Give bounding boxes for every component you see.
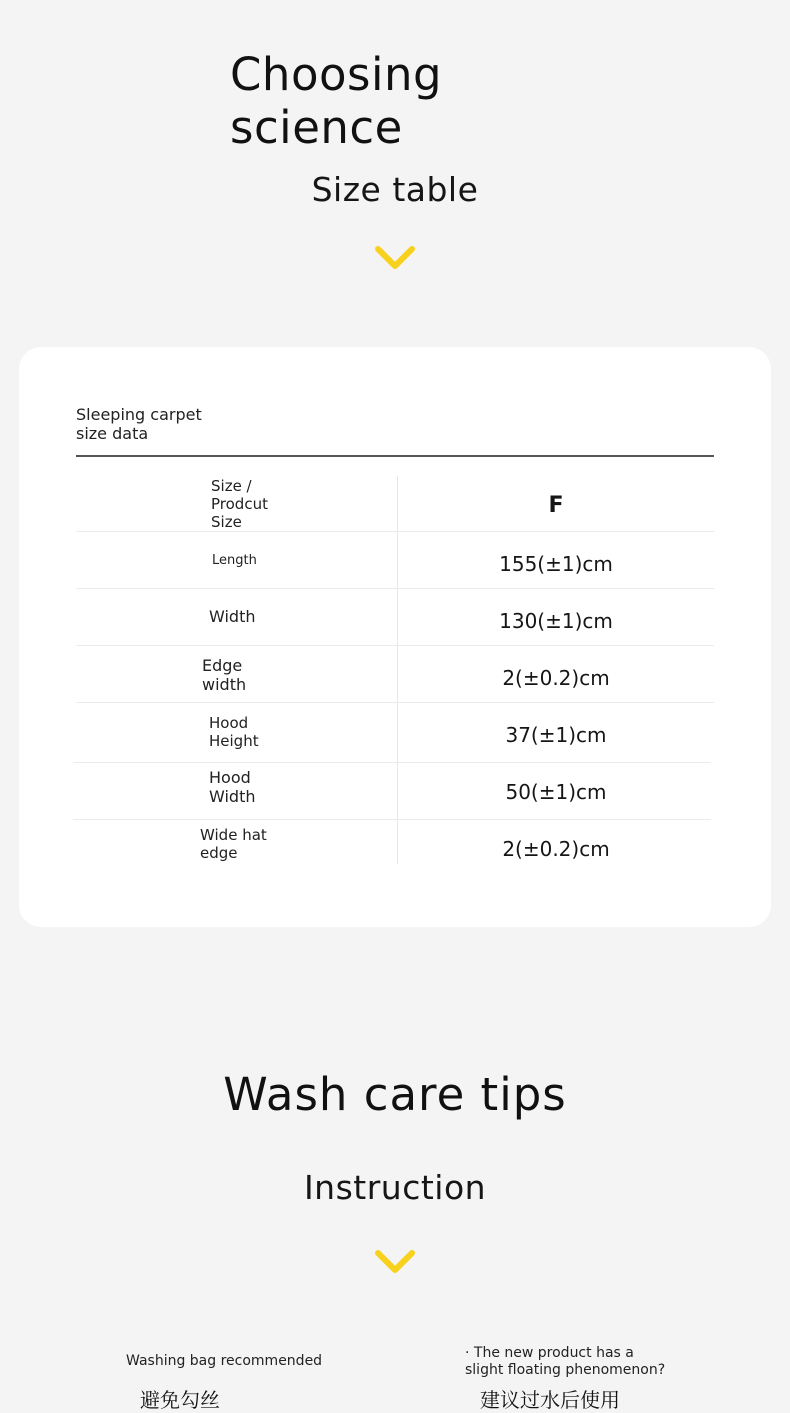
card-caption-line1: Sleeping carpet bbox=[76, 405, 202, 424]
table-row-value-hood-width: 50(±1)cm bbox=[505, 780, 607, 804]
row-hood-height-label-line1: Hood bbox=[209, 714, 249, 732]
table-header-label-line1: Size / bbox=[211, 477, 252, 495]
wash-care-title: Wash care tips bbox=[223, 1068, 567, 1121]
row-hood-height-label-line2: Height bbox=[209, 732, 259, 750]
table-row-divider bbox=[76, 588, 714, 589]
table-header-label-line3: Size bbox=[211, 513, 242, 531]
tip-washing-bag-cn: 避免勾丝 bbox=[140, 1388, 220, 1412]
page-title-line2: science bbox=[230, 101, 403, 154]
table-row-divider bbox=[73, 762, 711, 763]
row-wide-hat-edge-label-line1: Wide hat bbox=[200, 826, 267, 844]
row-edge-width-label-line1: Edge bbox=[202, 656, 243, 675]
card-divider bbox=[76, 455, 714, 457]
table-row-value-hood-height: 37(±1)cm bbox=[505, 723, 607, 747]
row-length-label: Length bbox=[212, 553, 257, 568]
table-row-divider bbox=[76, 645, 714, 646]
table-row-label-wide-hat-edge bbox=[200, 826, 267, 862]
section-subtitle-instruction: Instruction bbox=[303, 1168, 487, 1207]
table-row-value-edge-width: 2(±0.2)cm bbox=[502, 666, 610, 690]
table-row-value-wide-hat-edge: 2(±0.2)cm bbox=[502, 837, 610, 861]
table-row-value-width: 130(±1)cm bbox=[499, 609, 613, 633]
table-row-divider bbox=[76, 702, 714, 703]
table-row-value-length: 155(±1)cm bbox=[499, 552, 613, 576]
table-row-label-width bbox=[209, 608, 255, 626]
page-title bbox=[230, 48, 442, 154]
table-header-label bbox=[211, 477, 268, 531]
row-hood-width-label-line2: Width bbox=[209, 787, 256, 806]
chevron-down-icon bbox=[374, 1247, 416, 1277]
row-width-label: Width bbox=[209, 607, 256, 626]
tip-new-product-line2: slight floating phenomenon? bbox=[465, 1362, 666, 1378]
table-header-label-line2: Prodcut bbox=[211, 495, 268, 513]
page-title-line1: Choosing bbox=[230, 48, 443, 101]
tip-washing-bag bbox=[126, 1353, 322, 1370]
tip-new-product-line1: · The new product has a bbox=[465, 1345, 634, 1361]
card-caption-line2: size data bbox=[76, 424, 149, 443]
table-row-divider bbox=[73, 819, 711, 820]
table-header-size-f: F bbox=[548, 493, 564, 518]
table-row-label-length bbox=[212, 552, 257, 570]
chevron-down-icon bbox=[374, 243, 416, 273]
row-hood-width-label-line1: Hood bbox=[209, 768, 251, 787]
section-subtitle-size-table: Size table bbox=[311, 170, 479, 209]
table-row-divider bbox=[76, 531, 714, 532]
row-wide-hat-edge-label-line2: edge bbox=[200, 844, 238, 862]
table-row-label-hood-width bbox=[209, 768, 255, 806]
table-row-label-edge-width bbox=[202, 656, 246, 694]
tip-new-product-cn: 建议过水后使用 bbox=[480, 1388, 620, 1412]
row-edge-width-label-line2: width bbox=[202, 675, 247, 694]
tip-washing-bag-text: Washing bag recommended bbox=[126, 1353, 323, 1369]
tip-new-product bbox=[465, 1345, 665, 1379]
table-row-label-hood-height bbox=[209, 714, 259, 750]
card-caption bbox=[76, 405, 202, 443]
